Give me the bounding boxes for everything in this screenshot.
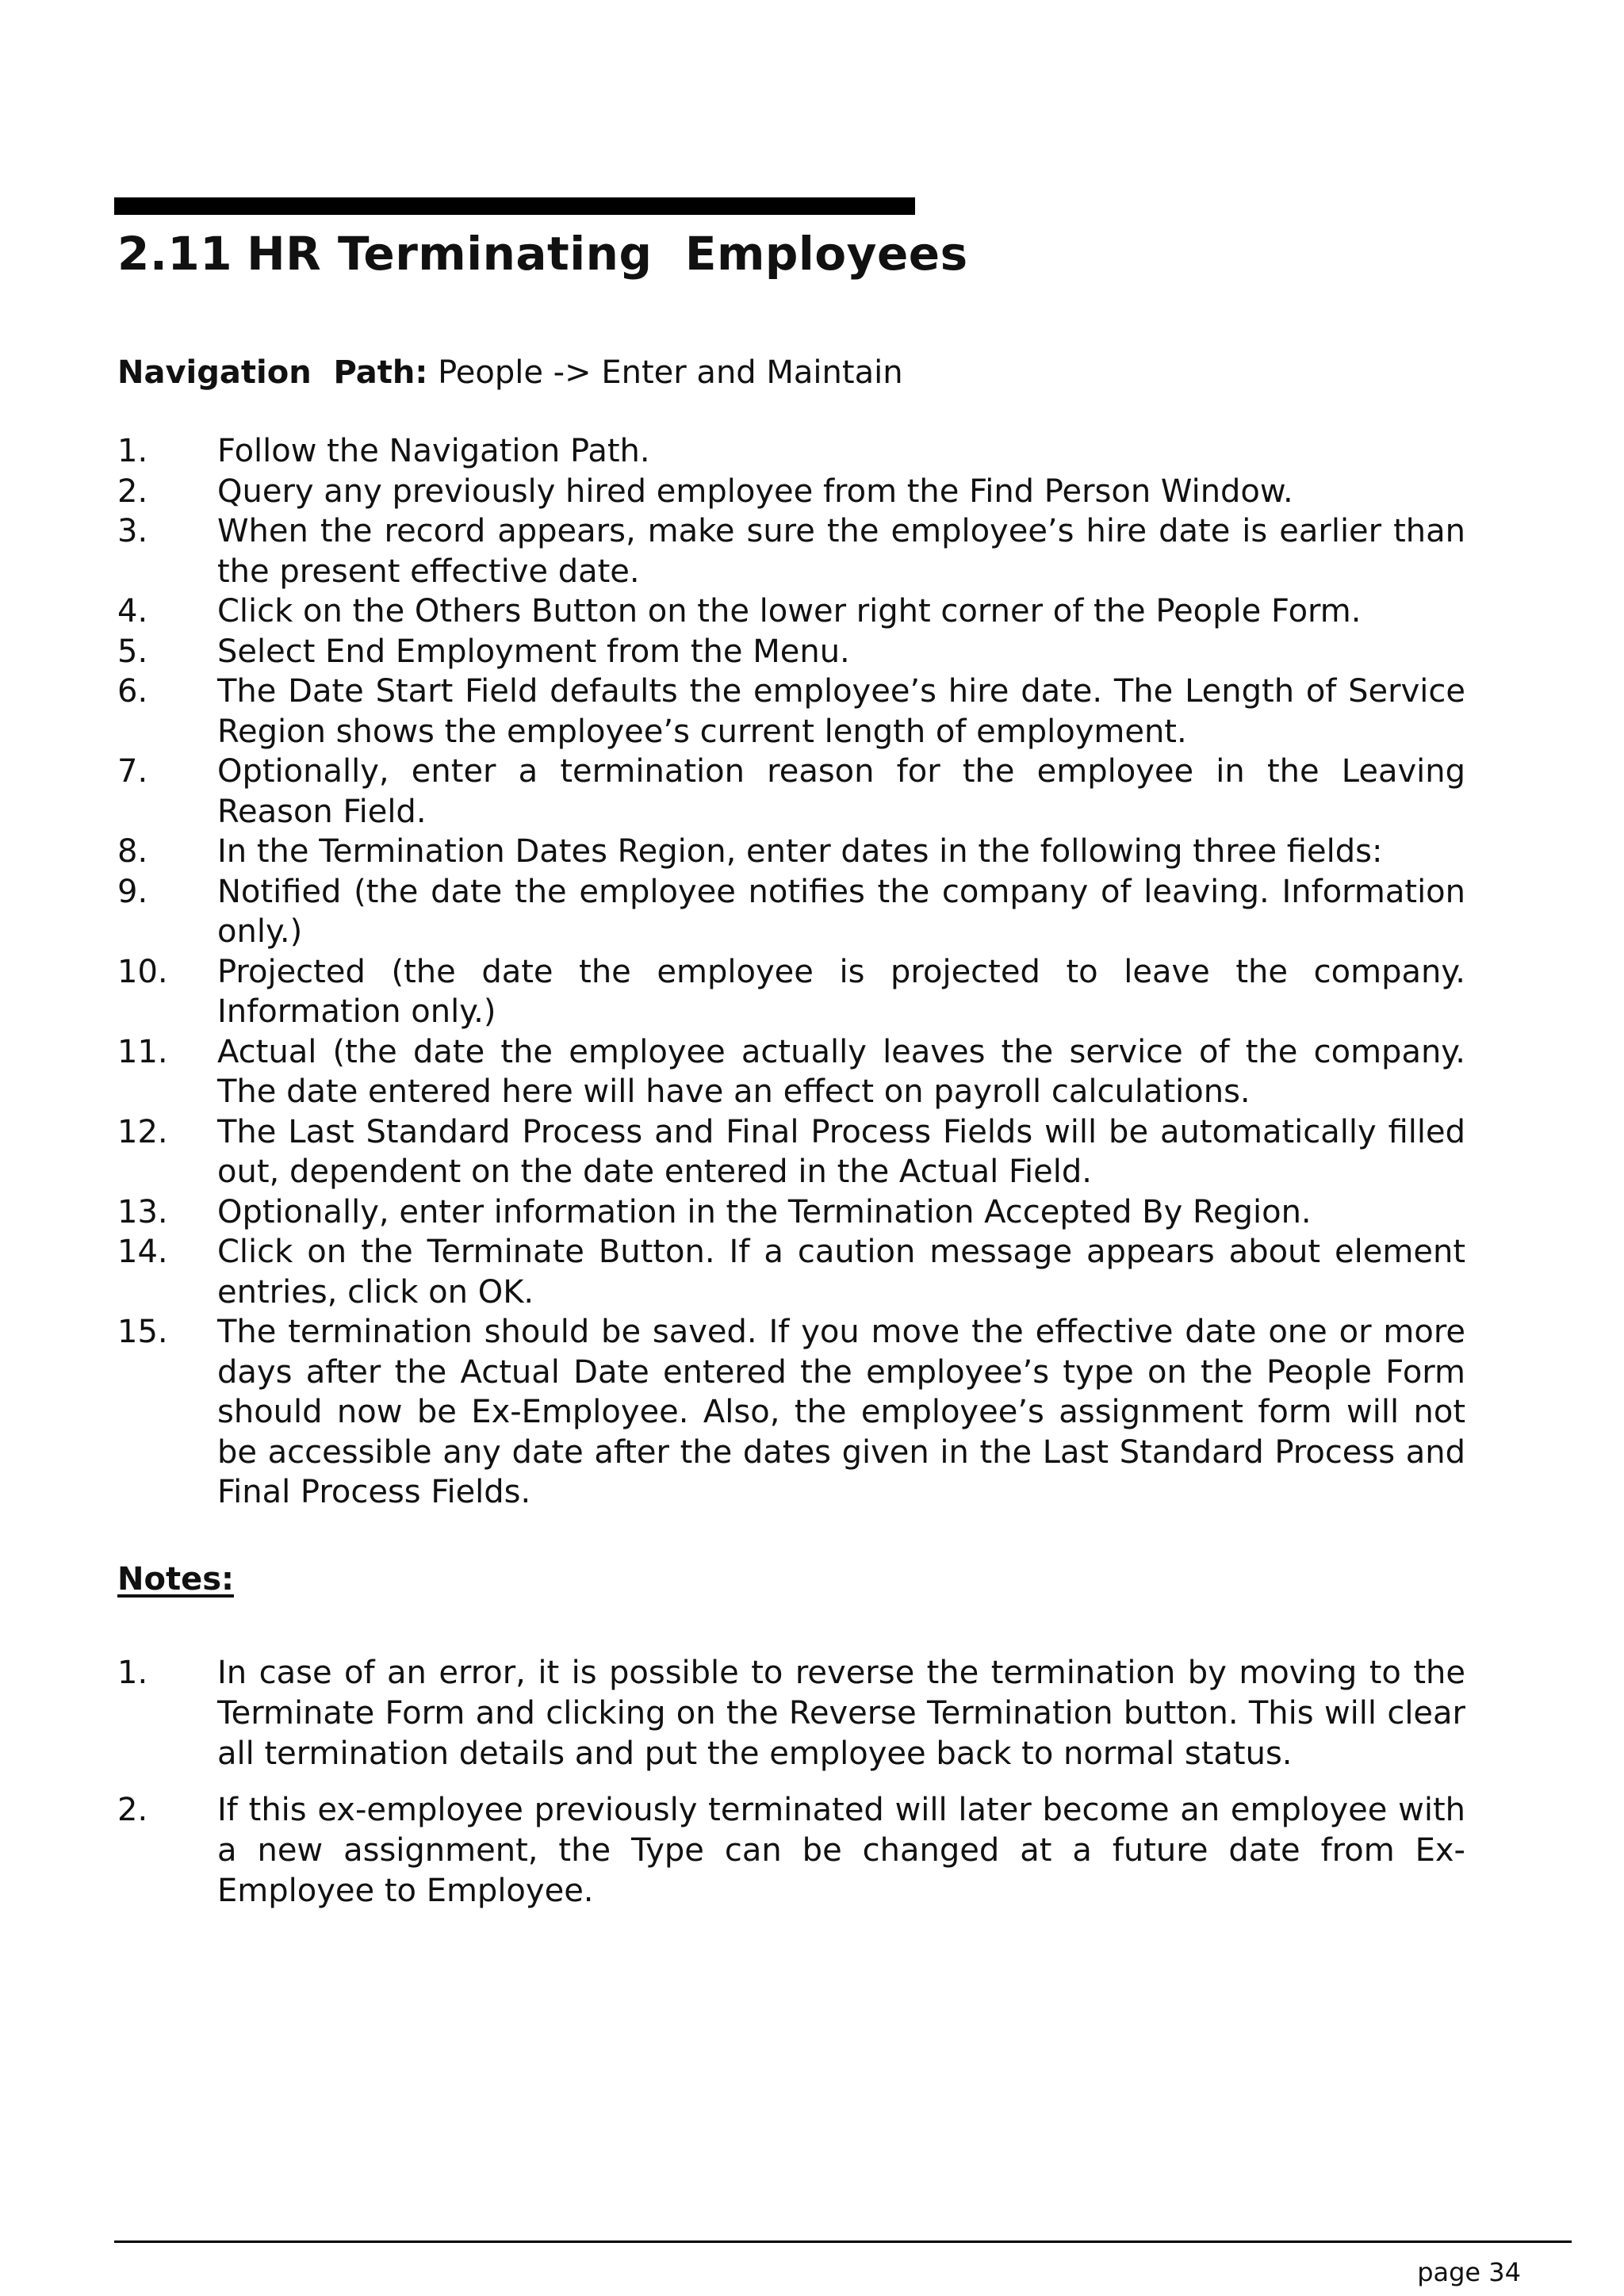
footer-rule <box>114 2241 1572 2243</box>
step-item <box>117 591 1465 632</box>
step-number: 15. <box>117 1314 168 1350</box>
step-item <box>117 832 1465 872</box>
step-item <box>117 752 1465 832</box>
step-item <box>117 1112 1465 1192</box>
step-number: 13. <box>117 1193 168 1230</box>
step-text: The Last Standard Process and Final Process Fields will be automatically filled out, dependent on the date entered in the Actual Field. <box>217 1113 1465 1190</box>
step-item <box>117 431 1465 472</box>
step-text: Follow the Navigation Path. <box>217 433 650 469</box>
note-text: If this ex-employee previously terminated will later become an employee with a new assignment, the Type can be changed at a future date from Ex-Employee to Employee. <box>217 1792 1465 1909</box>
step-item <box>117 1232 1465 1312</box>
note-text: In case of an error, it is possible to reverse the termination by moving to the Terminate Form and clicking on the Reverse Termination button. This will clear all termination details and put the employee back to normal status. <box>217 1655 1465 1772</box>
navigation-path-value: People -> Enter and Maintain <box>438 354 903 391</box>
step-number: 5. <box>117 633 148 670</box>
step-item <box>117 472 1465 512</box>
step-number: 3. <box>117 513 148 549</box>
step-text: Select End Employment from the Menu. <box>217 633 850 670</box>
section-title-text: HR Terminating Employees <box>247 227 968 281</box>
navigation-path-label: Navigation Path: <box>117 354 428 391</box>
section-title <box>117 222 968 285</box>
step-number: 14. <box>117 1234 168 1270</box>
step-text: Click on the Others Button on the lower right corner of the People Form. <box>217 593 1362 629</box>
step-text: Query any previously hired employee from the Find Person Window. <box>217 473 1293 510</box>
step-text: Click on the Terminate Button. If a caution message appears about element entries, click on OK. <box>217 1234 1465 1311</box>
step-text: When the record appears, make sure the employee’s hire date is earlier than the present effective date. <box>217 513 1465 590</box>
step-text: Actual (the date the employee actually leaves the service of the company. The date entered here will have an effect on payroll calculations. <box>217 1033 1465 1110</box>
notes-list <box>117 1653 1465 1927</box>
step-item <box>117 1312 1465 1513</box>
step-number: 4. <box>117 593 148 629</box>
navigation-path <box>117 349 903 396</box>
step-item <box>117 1192 1465 1233</box>
step-number: 1. <box>117 433 148 469</box>
note-item <box>117 1653 1465 1774</box>
step-item <box>117 632 1465 672</box>
step-number: 9. <box>117 873 148 910</box>
step-text: In the Termination Dates Region, enter dates in the following three fields: <box>217 833 1383 870</box>
note-number: 1. <box>117 1655 148 1691</box>
procedure-steps <box>117 431 1465 1513</box>
step-number: 6. <box>117 673 148 710</box>
step-item <box>117 1032 1465 1112</box>
step-item <box>117 511 1465 591</box>
step-number: 12. <box>117 1113 168 1150</box>
section-number: 2.11 <box>117 227 233 281</box>
note-number: 2. <box>117 1792 148 1828</box>
step-number: 7. <box>117 753 148 790</box>
step-item <box>117 872 1465 952</box>
notes-heading: Notes: <box>117 1561 235 1598</box>
step-number: 10. <box>117 953 168 990</box>
step-text: The Date Start Field defaults the employee’s hire date. The Length of Service Region shows the employee’s current length of employment. <box>217 673 1465 750</box>
step-text: Optionally, enter information in the Termination Accepted By Region. <box>217 1193 1312 1230</box>
step-number: 2. <box>117 473 148 510</box>
step-number: 8. <box>117 833 148 870</box>
step-number: 11. <box>117 1033 168 1070</box>
step-text: Optionally, enter a termination reason for the employee in the Leaving Reason Field. <box>217 753 1465 830</box>
note-item <box>117 1790 1465 1911</box>
step-text: Projected (the date the employee is projected to leave the company. Information only.) <box>217 953 1465 1030</box>
page-number: page 34 <box>1417 2257 1521 2287</box>
step-item <box>117 952 1465 1032</box>
step-item <box>117 672 1465 752</box>
step-text: The termination should be saved. If you move the effective date one or more days after the Actual Date entered the employee’s type on the People Form should now be Ex-Employee. Also, the employee’s assignment form will not be accessible any date after the dates given in the Last Standard Process and Final Process Fields. <box>217 1314 1465 1510</box>
section-top-rule <box>114 197 915 215</box>
step-text: Notified (the date the employee notifies the company of leaving. Information only.) <box>217 873 1465 950</box>
